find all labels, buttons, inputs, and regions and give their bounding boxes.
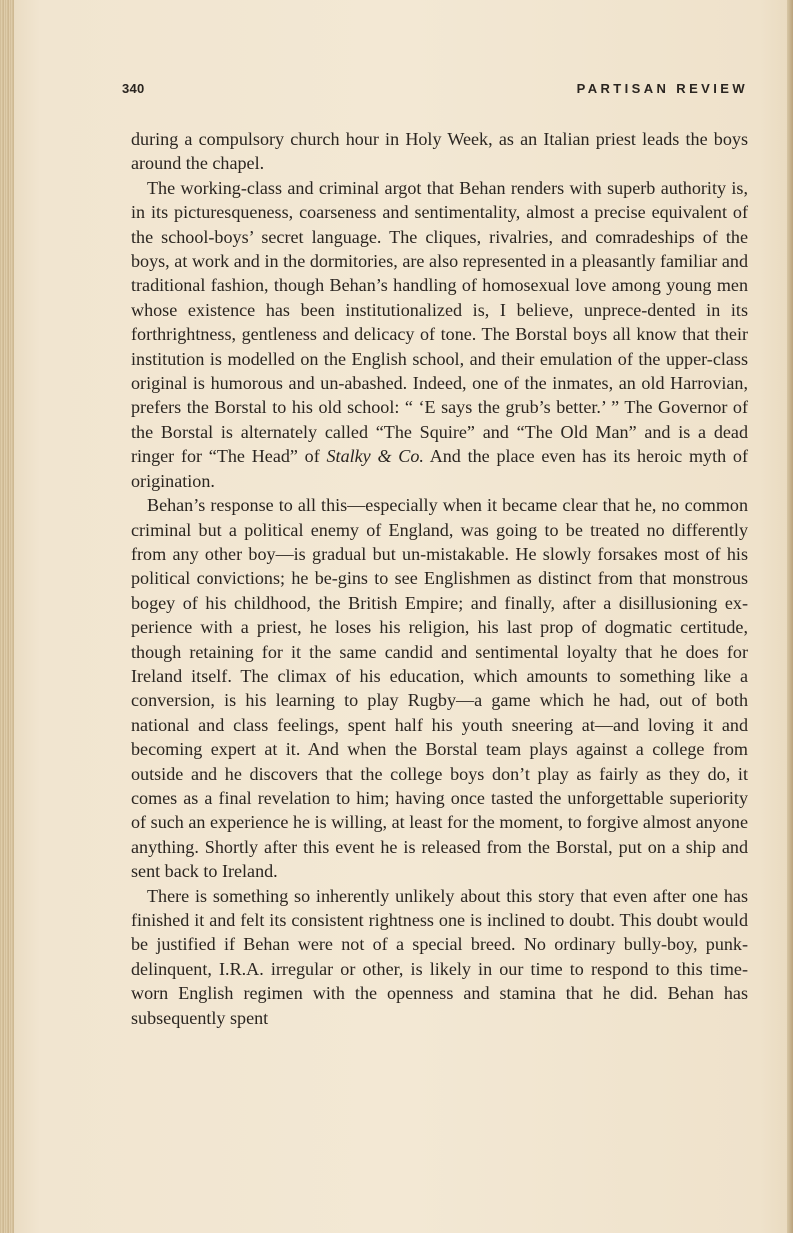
- running-head: [122, 81, 748, 101]
- page-right-edge: [787, 0, 793, 1233]
- page-number: 340: [122, 81, 145, 96]
- text-segment: There is something so inherently unlikely about this story that even after one has finished it and felt its consistent rightness one is inclined to doubt. This doubt would be justified if Behan were not of a special breed. No ordinary bully-boy, punk-delinquent, I.R.A. irregular or other, is likely in our time to respond to this time-worn English regimen with the openness and stamina that he did. Behan has subsequently spent: [131, 885, 748, 1028]
- paragraph-argot: [131, 176, 748, 493]
- paragraph-continued: [131, 127, 748, 176]
- book-title-italic: Stalky & Co.: [326, 446, 424, 467]
- paragraph-unlikely: [131, 884, 748, 1030]
- text-segment: Behan’s response to all this—especially when it became clear that he, no common criminal but a political enemy of England, was going to be treated no differently from any other boy—is gradual but un-mistakable. He slowly forsakes most of his political convictions; he be-gins to see Englishmen as distinct from that monstrous bogey of his childhood, the British Empire; and finally, after a disillusioning ex-perience with a priest, he loses his religion, his last prop of dogmatic certitude, though retaining for it the same candid and sentimental loyalty that he does for Ireland itself. The climax of his education, which amounts to something like a conversion, is his learning to play Rugby—a game which he had, out of both national and class feelings, spent half his youth sneering at—and loving it and becoming expert at it. And when the Borstal team plays against a college from outside and he discovers that the college boys don’t play as fairly as they do, it comes as a final revelation to him; having once tasted the unforgettable superiority of such an experience he is willing, at least for the moment, to forgive almost anyone anything. Shortly after this event he is released from the Borstal, put on a ship and sent back to Ireland.: [131, 495, 748, 882]
- text-segment: during a compulsory church hour in Holy Week, as an Italian priest leads the boys around the chapel.: [131, 129, 748, 174]
- text-segment: And the place even has its heroic myth of origination.: [131, 446, 748, 491]
- book-spine-edge: [0, 0, 14, 1233]
- journal-title: PARTISAN REVIEW: [576, 81, 748, 96]
- text-segment: The working-class and criminal argot that Behan renders with superb authority is, in its picturesqueness, coarseness and sentimentality, almost a precise equivalent of the school-boys’ secret language. The cliques, rivalries, and comradeships of the boys, at work and in the dormitories, are also represented in a pleasantly familiar and traditional fashion, though Behan’s handling of homosexual love among young men whose existence has been institutionalized is, I believe, unprece-dented in its forthrightness, gentleness and delicacy of tone. The Borstal boys all know that their institution is modelled on the English school, and their emulation of the upper-class original is humorous and un-abashed. Indeed, one of the inmates, an old Harrovian, prefers the Borstal to his old school: “ ‘E says the grub’s better.’ ” The Governor of the Borstal is alternately called “The Squire” and “The Old Man” and is a dead ringer for “The Head” of: [131, 177, 748, 467]
- paragraph-response: [131, 493, 748, 884]
- body-text: [131, 127, 748, 1030]
